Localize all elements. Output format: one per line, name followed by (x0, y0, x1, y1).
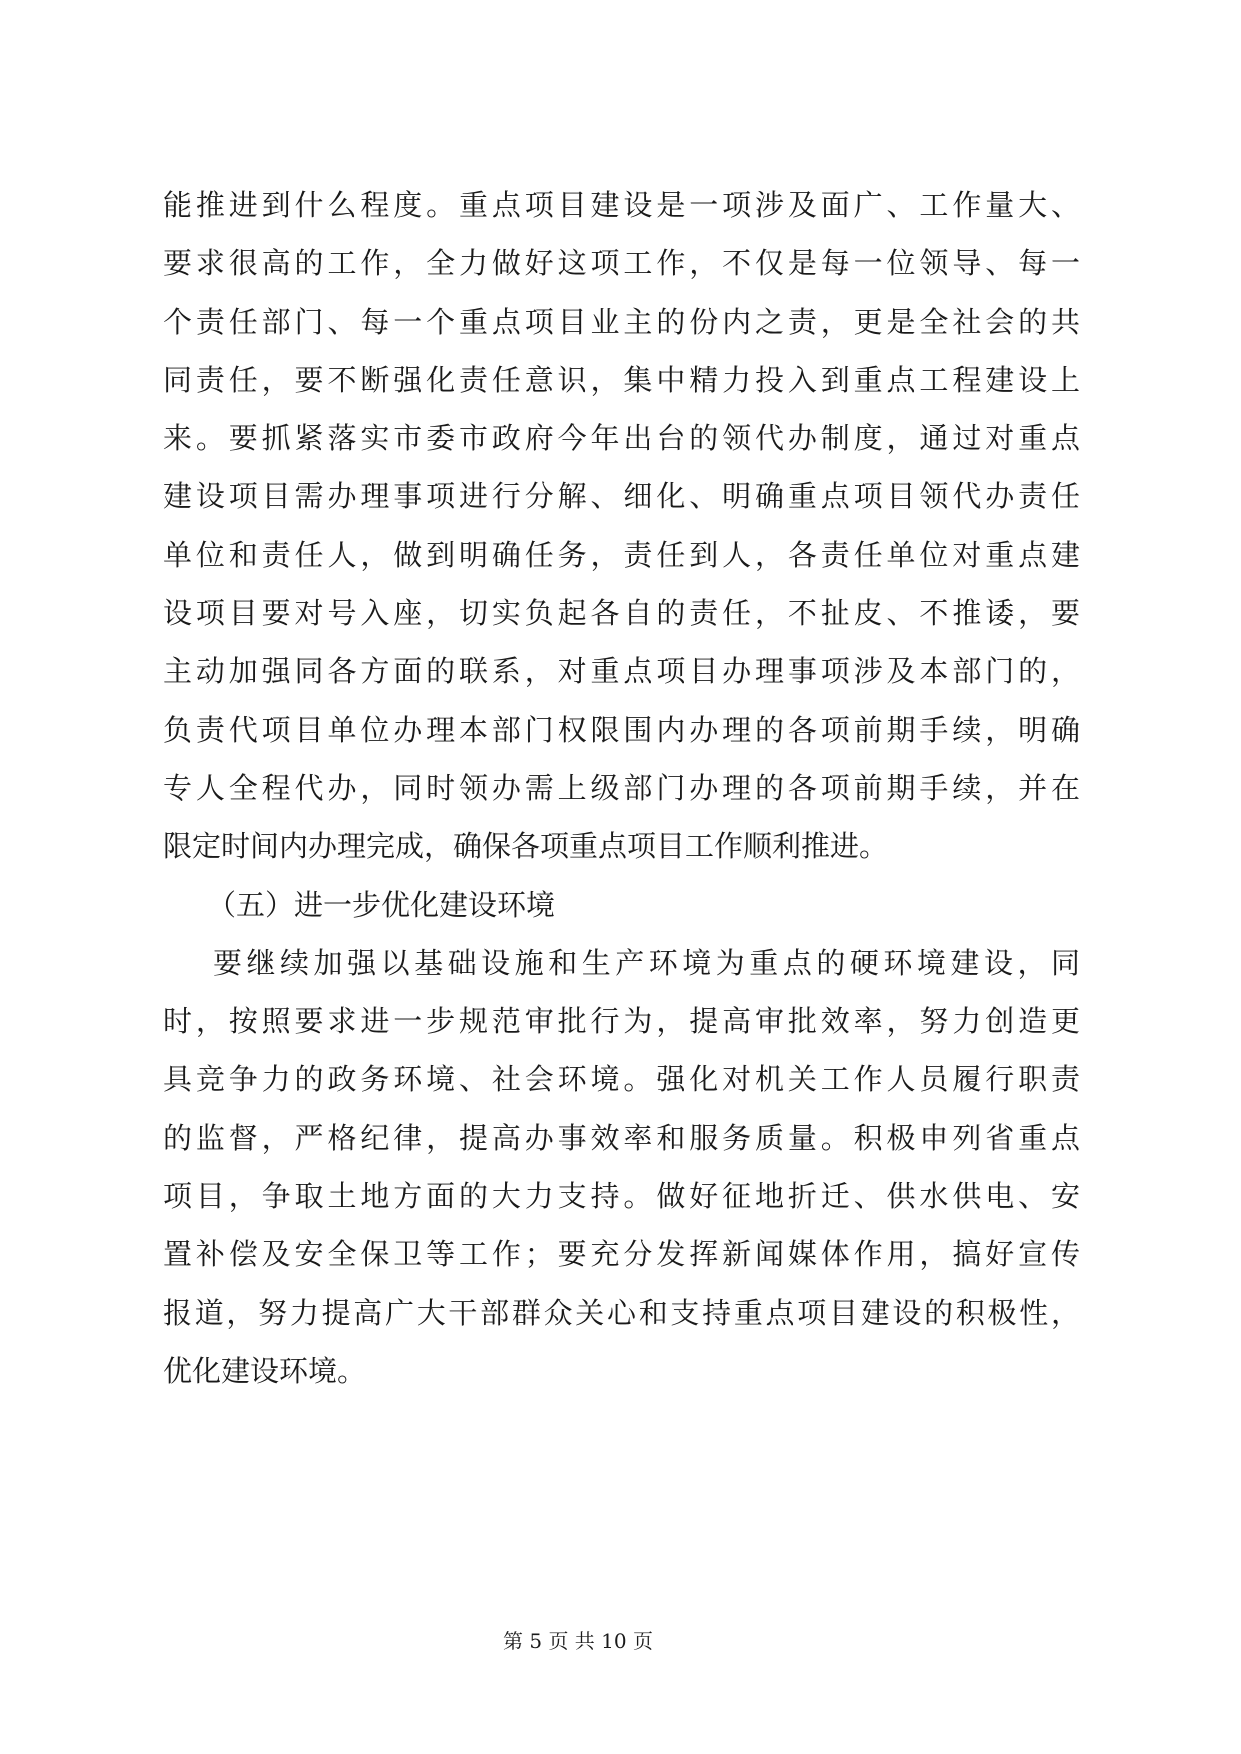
text-line: 负责代项目单位办理本部门权限围内办理的各项前期手续，明确 (163, 712, 1080, 747)
paragraph-1 (163, 176, 1080, 876)
text-line: 主动加强同各方面的联系，对重点项目办理事项涉及本部门的， (163, 654, 1080, 689)
document-body (163, 176, 1080, 1400)
text-line: 要求很高的工作，全力做好这项工作，不仅是每一位领导、每一 (163, 246, 1080, 281)
text-line: 报道，努力提高广大干部群众关心和支持重点项目建设的积极性， (163, 1295, 1080, 1330)
text-line: 限定时间内办理完成，确保各项重点项目工作顺利推进。 (163, 829, 889, 864)
text-line: 来。要抓紧落实市委市政府今年出台的领代办制度，通过对重点 (163, 421, 1080, 456)
text-line: 时，按照要求进一步规范审批行为，提高审批效率，努力创造更 (163, 1004, 1080, 1039)
text-line: 置补偿及安全保卫等工作；要充分发挥新闻媒体作用，搞好宣传 (163, 1237, 1080, 1272)
paragraph-2 (163, 934, 1080, 1400)
text-line: 设项目要对号入座，切实负起各自的责任，不扯皮、不推诿，要 (163, 596, 1080, 631)
section-heading: （五）进一步优化建设环境 (207, 887, 556, 922)
text-line: 项目，争取土地方面的大力支持。做好征地折迁、供水供电、安 (163, 1179, 1080, 1214)
text-line: 建设项目需办理事项进行分解、细化、明确重点项目领代办责任 (163, 479, 1080, 514)
text-line: 单位和责任人，做到明确任务，责任到人，各责任单位对重点建 (163, 537, 1080, 572)
text-line: 要继续加强以基础设施和生产环境为重点的硬环境建设，同 (213, 945, 1080, 980)
page-number-footer: 第 5 页 共 10 页 (503, 1629, 653, 1653)
text-line: 同责任，要不断强化责任意识，集中精力投入到重点工程建设上 (163, 362, 1080, 397)
text-line: 优化建设环境。 (163, 1353, 367, 1388)
text-line: 专人全程代办，同时领办需上级部门办理的各项前期手续，并在 (163, 770, 1080, 805)
text-line: 的监督，严格纪律，提高办事效率和服务质量。积极申列省重点 (163, 1120, 1080, 1155)
text-line: 能推进到什么程度。重点项目建设是一项涉及面广、工作量大、 (163, 188, 1080, 222)
text-line: 个责任部门、每一个重点项目业主的份内之责，更是全社会的共 (163, 304, 1080, 339)
text-line: 具竞争力的政务环境、社会环境。强化对机关工作人员履行职责 (163, 1062, 1080, 1097)
